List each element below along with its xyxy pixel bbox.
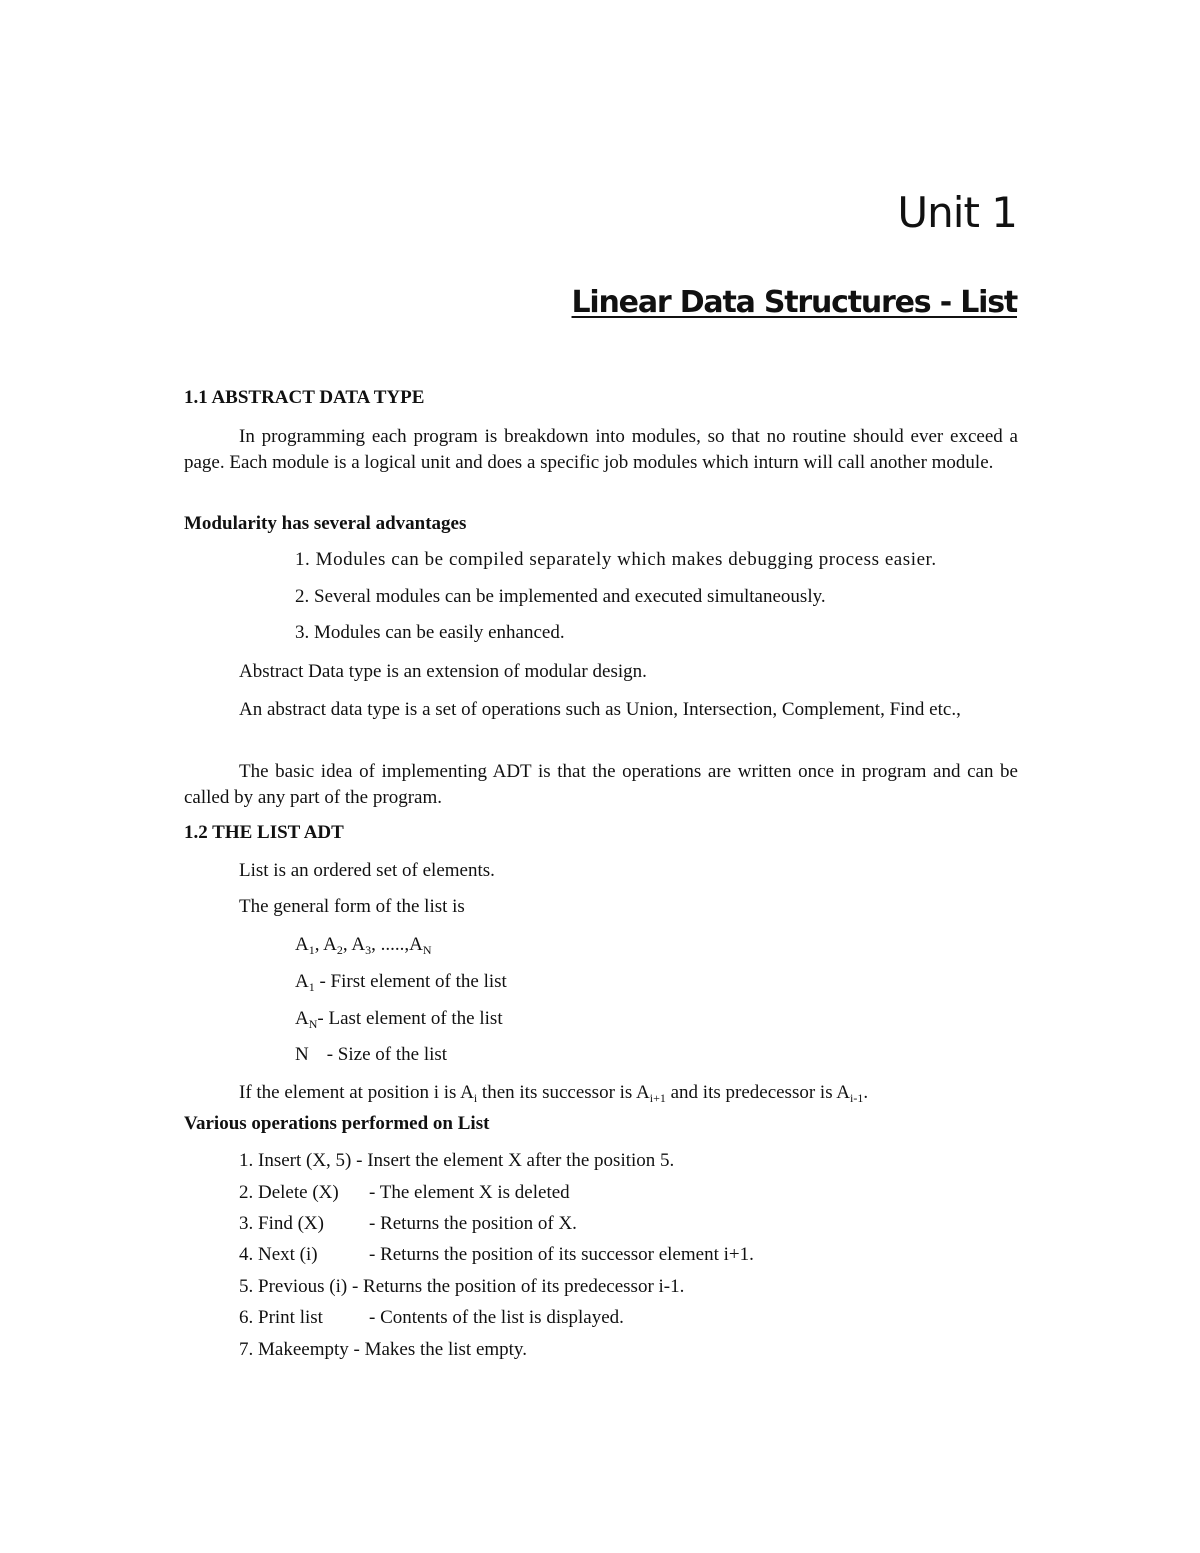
chapter-title: Linear Data Structures - List: [571, 285, 1017, 320]
section-heading-list-adt: 1.2 THE LIST ADT: [184, 822, 344, 843]
position-successor-predecessor: If the element at position i is $A_i$ then its successor is $A_{i+1}$ and its predecessor is $A_{i-1}$.: [239, 1082, 869, 1105]
paragraph-adt-idea: The basic idea of implementing ADT is that the operations are written once in program and can be called by any part of the program.: [184, 761, 1018, 808]
first-element-definition: $A_1$ - First element of the list: [295, 971, 507, 994]
advantage-item-3: 3. Modules can be easily enhanced.: [295, 622, 565, 643]
list-general-form: $A_1$, $A_2$, $A_3$, $.....,A_N$: [295, 934, 432, 957]
modularity-heading: Modularity has several advantages: [184, 513, 467, 534]
operation-item: 7. Makeempty - Makes the list empty.: [239, 1339, 527, 1360]
operation-item: 5. Previous (i) - Returns the position of its predecessor i-1.: [239, 1276, 685, 1297]
advantage-item-2: 2. Several modules can be implemented and executed simultaneously.: [295, 586, 826, 607]
paragraph-adt-operations: An abstract data type is a set of operations such as Union, Intersection, Complement, Find etc.,: [239, 699, 961, 720]
section-heading-abstract-data-type: 1.1 ABSTRACT DATA TYPE: [184, 387, 425, 408]
operation-item: 4. Next (i) - Returns the position of its successor element i+1.: [239, 1244, 754, 1265]
operation-item: 1. Insert (X, 5) - Insert the element X after the position 5.: [239, 1150, 675, 1171]
paragraph-modules-intro: In programming each program is breakdown into modules, so that no routine should ever exceed a page. Each module is a logical unit and does a specific job modules which inturn will call another module.: [184, 426, 1018, 473]
last-element-definition: $A_N-$ Last element of the list: [295, 1008, 503, 1031]
list-general-form-label: The general form of the list is: [239, 896, 465, 917]
size-definition: N - Size of the list: [295, 1044, 448, 1065]
operation-item: 6. Print list - Contents of the list is displayed.: [239, 1307, 624, 1328]
operations-heading: Various operations performed on List: [184, 1113, 490, 1134]
unit-title: Unit 1: [897, 188, 1017, 237]
operation-item: 3. Find (X) - Returns the position of X.: [239, 1213, 577, 1234]
list-definition: List is an ordered set of elements.: [239, 860, 495, 881]
operation-item: 2. Delete (X) - The element X is deleted: [239, 1182, 570, 1203]
paragraph-adt-extension: Abstract Data type is an extension of modular design.: [239, 661, 647, 682]
advantage-item-1: 1. Modules can be compiled separately which makes debugging process easier.: [295, 549, 937, 570]
